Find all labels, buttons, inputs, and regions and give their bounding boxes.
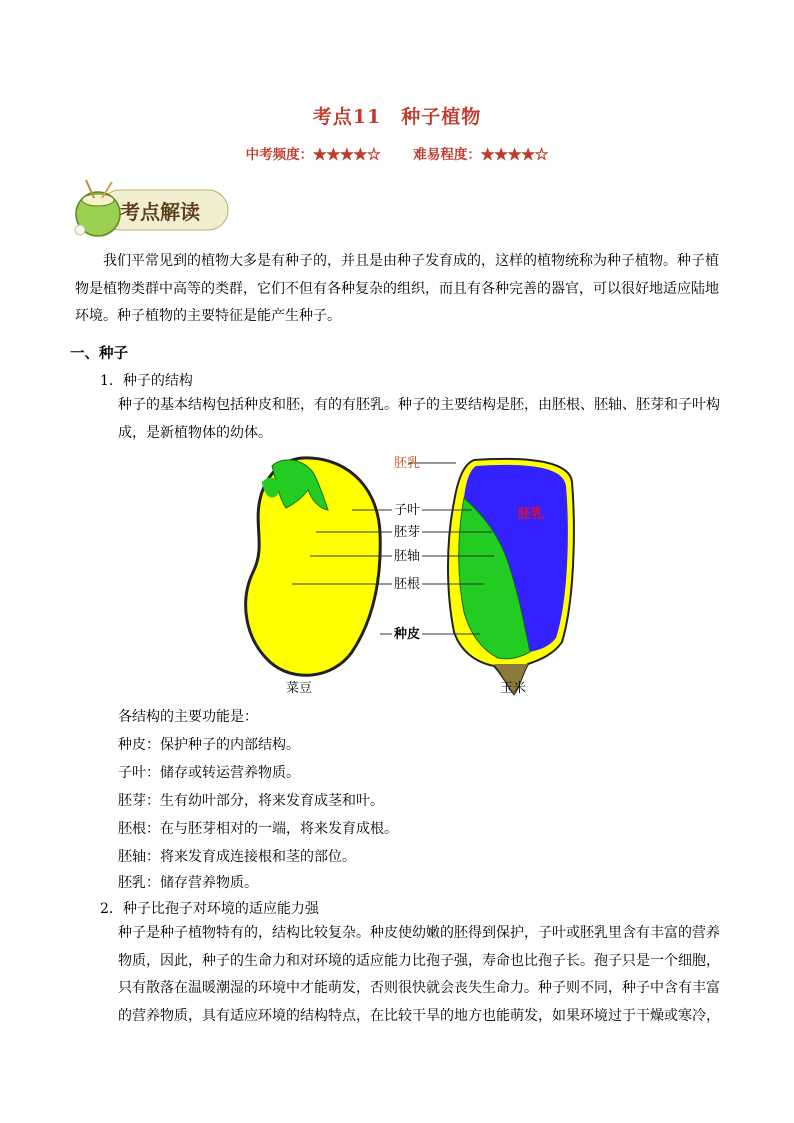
- label-corn: 玉米: [500, 681, 527, 696]
- functions-intro: 各结构的主要功能是：: [118, 709, 258, 725]
- intro-paragraph: 我们平常见到的植物大多是有种子的，并且是由种子发育成的，这样的植物统称为种子植物。种子植物是植物类群中高等的类群，它们不但有各种复杂的组织，而且有各种完善的器官，可以很好地适应陆地环境。种子植物的主要特征是能产生种子。: [75, 253, 719, 324]
- label-endosperm-inner: 胚乳: [518, 507, 545, 522]
- section-heading-seed: 一、种子: [70, 345, 128, 362]
- function-item: 胚乳：储存营养物质。: [118, 875, 258, 891]
- function-item: 胚芽：生有幼叶部分，将来发育成茎和叶。: [118, 793, 384, 809]
- function-item: 胚轴：将来发育成连接根和茎的部位。: [118, 849, 356, 865]
- function-item: 种皮：保护种子的内部结构。: [118, 737, 300, 753]
- label-hypocotyl: 胚轴: [394, 549, 421, 564]
- label-seed-coat: 种皮: [394, 627, 421, 642]
- function-item: 胚根：在与胚芽相对的一端，将来发育成根。: [118, 821, 398, 837]
- adaptability-paragraph: 种子是种子植物特有的，结构比较复杂。种皮使幼嫩的胚得到保护，子叶或胚乳里含有丰富的营养物质，因此，种子的生命力和对环境的适应能力比孢子强，寿命也比孢子长。孢子只是一个细胞，只有散落在温暖潮湿的环境中才能萌发，否则很快就会丧失生命力。种子则不同，种子中含有丰富的营养物质，具有适应环境的结构特点，在比较干旱的地方也能萌发，如果环境过于干燥或寒冷，: [118, 925, 720, 1024]
- structure-paragraph: 种子的基本结构包括种皮和胚，有的有胚乳。种子的主要结构是胚，由胚根、胚轴、胚芽和子叶构成，是新植物体的幼体。: [118, 397, 720, 441]
- seed-structure-figure: [232, 452, 592, 698]
- meta-line: [0, 143, 794, 163]
- function-item: 子叶：储存或转运营养物质。: [118, 765, 300, 781]
- frequency-rating: 中考频度：★★★★☆: [245, 147, 381, 163]
- label-endosperm-top: 胚乳: [394, 456, 421, 471]
- difficulty-rating: 难易程度：★★★★☆: [413, 147, 549, 163]
- label-plumule: 胚芽: [394, 525, 421, 540]
- subheading-adaptability: 2．种子比孢子对环境的适应能力强: [100, 901, 319, 917]
- label-cotyledon: 子叶: [394, 503, 421, 518]
- section-badge: [70, 178, 230, 240]
- label-radicle: 胚根: [394, 577, 421, 592]
- page-title: 考点11 种子植物: [312, 106, 482, 128]
- badge-label: 考点解读: [120, 200, 200, 224]
- label-bean: 菜豆: [286, 681, 313, 696]
- subheading-structure: 1．种子的结构: [100, 373, 193, 389]
